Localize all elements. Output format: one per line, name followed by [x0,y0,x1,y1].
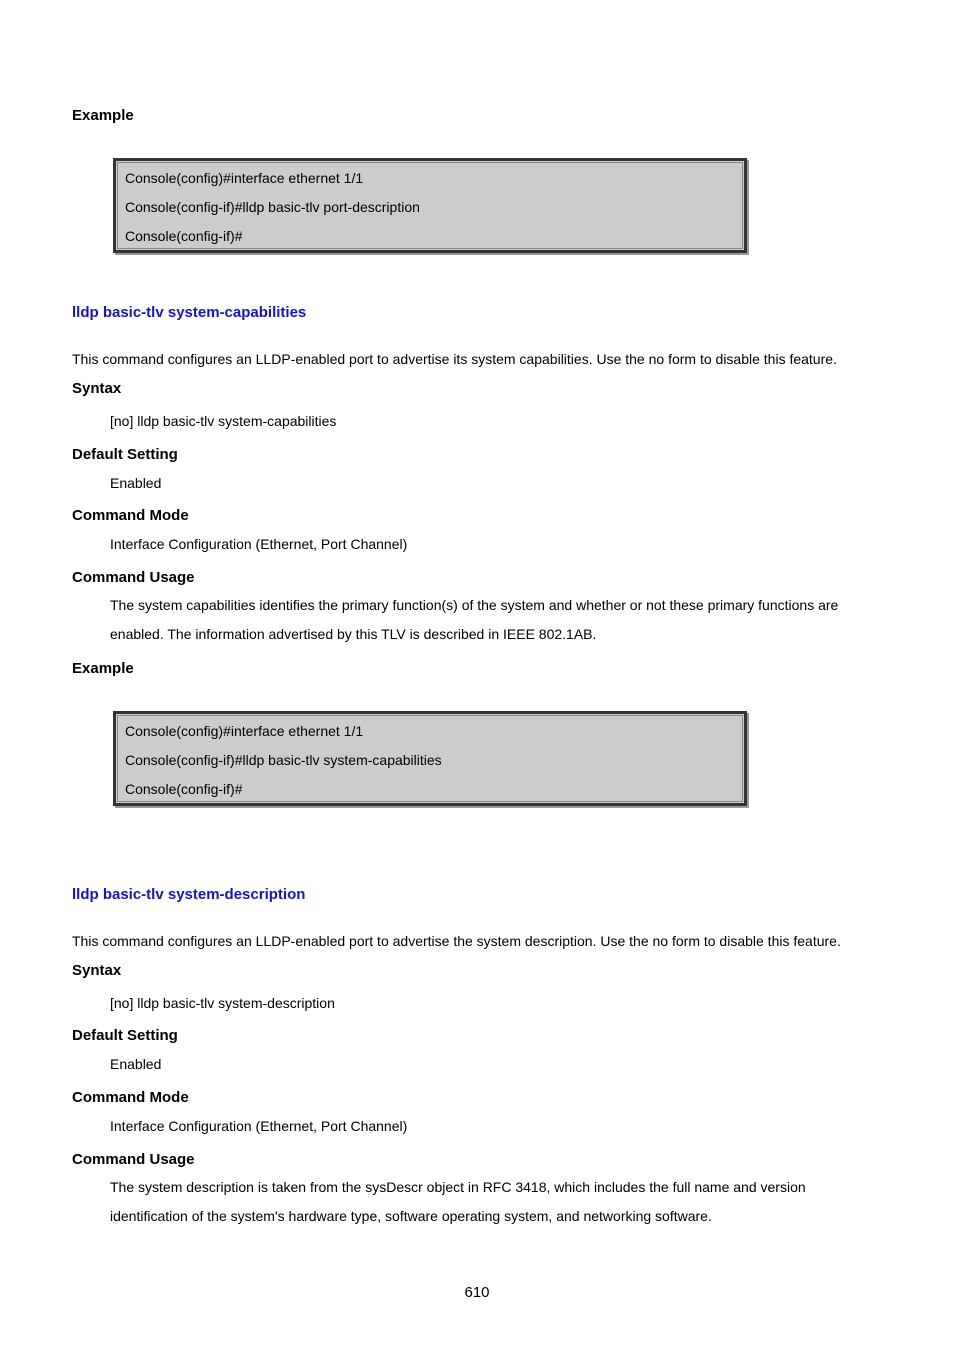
mode-text: Interface Configuration (Ethernet, Port Channel) [110,1118,408,1134]
usage-text: The system description is taken from the sysDescr object in RFC 3418, which includes the full name and version identification of the system's hardware type, software operating system, and networking software. [110,1179,806,1224]
code-line: Console(config-if)# [125,228,243,244]
code-block [113,711,747,806]
example-heading: Example [72,660,134,677]
default-heading: Default Setting [72,1027,178,1044]
mode-heading: Command Mode [72,507,189,524]
syntax-heading: Syntax [72,380,122,397]
page-number: 610 [464,1284,490,1301]
command-title: lldp basic-tlv system-capabilities [72,304,307,321]
syntax-text: [no] lldp basic-tlv system-description [110,995,335,1011]
mode-text: Interface Configuration (Ethernet, Port Channel) [110,536,408,552]
code-line: Console(config)#interface ethernet 1/1 [125,170,364,186]
code-line: Console(config-if)# [125,781,243,797]
default-text: Enabled [110,1056,162,1072]
default-text: Enabled [110,475,162,491]
syntax-heading: Syntax [72,962,122,979]
command-title: lldp basic-tlv system-description [72,886,306,903]
syntax-text: [no] lldp basic-tlv system-capabilities [110,413,337,429]
code-block [113,158,747,253]
usage-heading: Command Usage [72,569,195,586]
code-line: Console(config-if)#lldp basic-tlv system-capabilities [125,752,442,768]
command-description: This command configures an LLDP-enabled port to advertise the system description. Use the no form to disable this feature. [72,933,841,949]
usage-heading: Command Usage [72,1151,195,1168]
usage-text: The system capabilities identifies the primary function(s) of the system and whether or not these primary functions are enabled. The information advertised by this TLV is described in IEEE 802.1AB. [110,597,839,642]
command-description: This command configures an LLDP-enabled port to advertise its system capabilities. Use the no form to disable this feature. [72,351,837,367]
default-heading: Default Setting [72,446,178,463]
code-line: Console(config)#interface ethernet 1/1 [125,723,364,739]
code-line: Console(config-if)#lldp basic-tlv port-description [125,199,420,215]
example-heading: Example [72,107,134,124]
mode-heading: Command Mode [72,1089,189,1106]
